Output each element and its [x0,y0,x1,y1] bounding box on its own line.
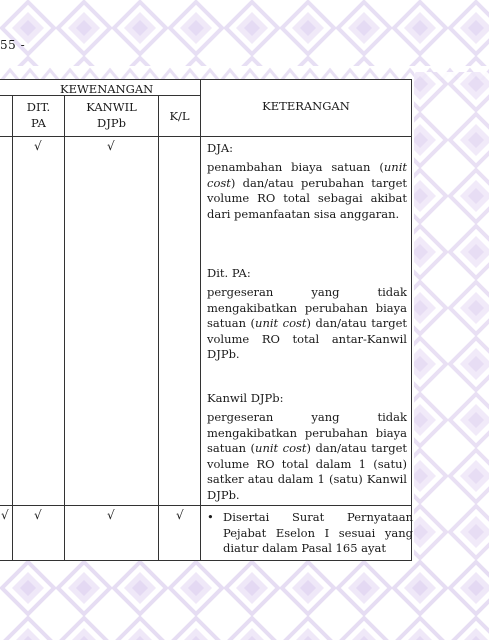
row2-bullet-text: Disertai Surat Pernyataan Pejabat Eselon I sesuai yang diatur dalam Pasal 165 ayat [223,510,413,555]
row2-check-kl: √ [176,508,184,522]
row2-check-dit-pa: √ [34,508,42,522]
header-dit-pa-line2: PA [31,116,46,130]
row1-check-kanwil: √ [107,139,115,153]
page-number: 55 - [0,38,26,52]
header-kl: K/L [169,109,190,123]
row2-check-left: √ [1,508,9,522]
header-kanwil-line1: KANWIL [86,100,137,114]
row1-check-dit-pa: √ [34,139,42,153]
row2-check-kanwil: √ [107,508,115,522]
dja-heading: DJA: [207,141,234,155]
ditpa-text: pergeseran yang tidak mengakibatkan perubahan biaya satuan (unit cost) dan/atau target volume RO total antar-Kanwil DJPb. [207,285,407,361]
header-dit-pa-line1: DIT. [26,100,51,114]
ditpa-heading: Dit. PA: [207,266,251,280]
header-kewenangan: KEWENANGAN [60,82,154,96]
kanwil-text: pergeseran yang tidak mengakibatkan perubahan biaya satuan (unit cost) dan/atau target volume RO total dalam 1 (satu) satker atau dalam 1 (satu) Kanwil DJPb. [207,410,407,502]
bullet-icon: • [207,510,214,524]
header-kanwil-line2: DJPb [97,116,126,130]
header-keterangan: KETERANGAN [262,99,350,113]
kanwil-heading: Kanwil DJPb: [207,391,284,405]
dja-text: penambahan biaya satuan (unit cost) dan/atau perubahan target volume RO total sebagai akibat dari pemanfaatan sisa anggaran. [207,160,407,221]
